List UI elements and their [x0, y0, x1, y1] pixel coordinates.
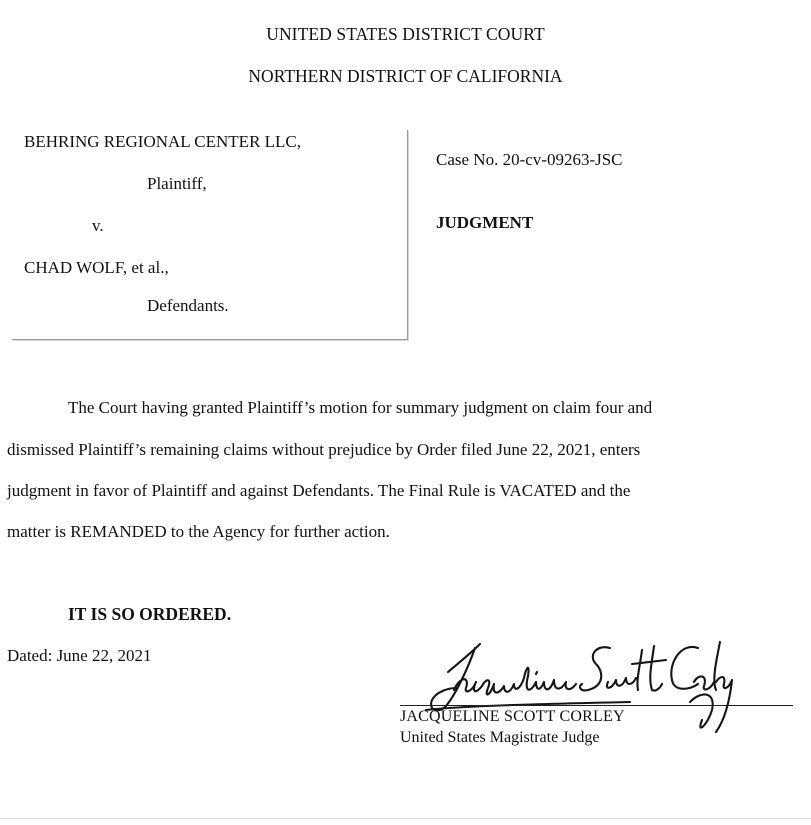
court-district: NORTHERN DISTRICT OF CALIFORNIA — [248, 66, 563, 86]
document-title: JUDGMENT — [436, 213, 534, 232]
body-line-1: The Court having granted Plaintiff’s motion for summary judgment on claim four and — [68, 398, 653, 417]
defendant-role: Defendants. — [147, 296, 229, 315]
so-ordered: IT IS SO ORDERED. — [68, 604, 232, 624]
judge-title: United States Magistrate Judge — [400, 729, 600, 746]
versus: v. — [92, 216, 104, 235]
body-line-4: matter is REMANDED to the Agency for further action. — [7, 522, 390, 541]
case-number: Case No. 20-cv-09263-JSC — [436, 150, 623, 169]
body-line-2: dismissed Plaintiff’s remaining claims without prejudice by Order filed June 22, 2021, enters — [7, 440, 641, 459]
signature-line — [400, 705, 793, 706]
plaintiff-name: BEHRING REGIONAL CENTER LLC, — [24, 132, 302, 151]
court-name: UNITED STATES DISTRICT COURT — [266, 24, 545, 44]
judge-printed-name: JACQUELINE SCOTT CORLEY — [400, 708, 625, 725]
defendant-name: CHAD WOLF, et al., — [24, 258, 169, 277]
page-bottom-rule — [0, 818, 811, 819]
plaintiff-role: Plaintiff, — [147, 174, 207, 193]
dated-line: Dated: June 22, 2021 — [7, 646, 152, 665]
body-line-3: judgment in favor of Plaintiff and against Defendants. The Final Rule is VACATED and the — [7, 481, 631, 500]
